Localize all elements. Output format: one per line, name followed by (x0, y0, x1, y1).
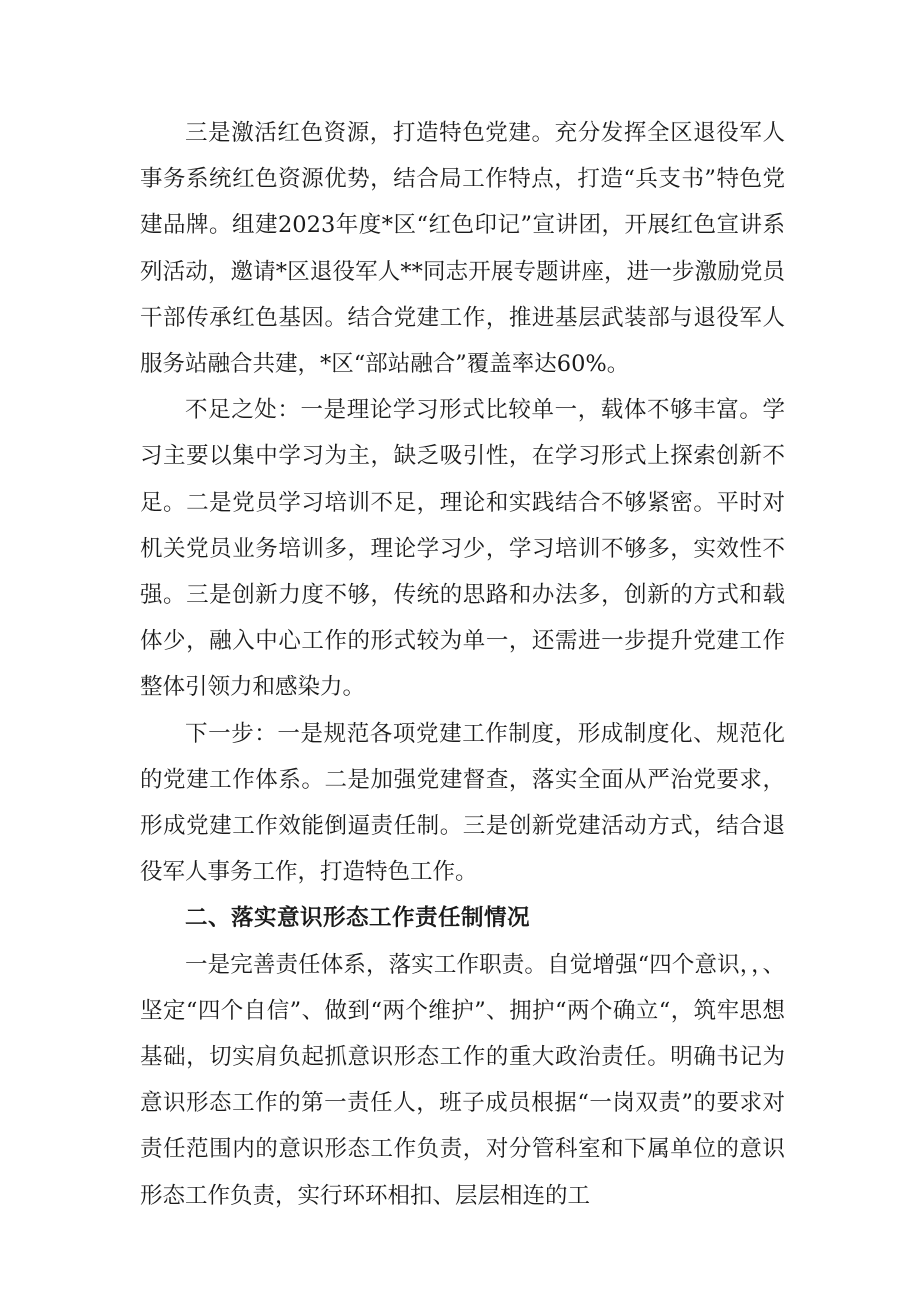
paragraph-shortcomings: 不足之处：一是理论学习形式比较单一，载体不够丰富。学习主要以集中学习为主，缺乏吸引性，在学习形式上探索创新不足。二是党员学习培训不足，理论和实践结合不够紧密。平时对机关党员业务培训多，理论学习少，学习培训不够多，实效性不强。三是创新力度不够，传统的思路和办法多，创新的方式和载体少，融入中心工作的形式较为单一，还需进一步提升党建工作整体引领力和感染力。 (140, 397, 785, 701)
paragraph-red-resources: 三是激活红色资源，打造特色党建。充分发挥全区退役军人事务系统红色资源优势，结合局工作特点，打造“兵支书”特色党建品牌。组建2023年度*区“红色印记”宣讲团，开展红色宣讲系列活动，邀请*区退役军人**同志开展专题讲座，进一步激励党员干部传承红色基因。结合党建工作，推进基层武装部与退役军人服务站融合共建，*区“部站融合”覆盖率达60%。 (140, 120, 785, 378)
paragraph-responsibility-system: 一是完善责任体系，落实工作职责。自觉增强“四个意识，，、坚定“四个自信”、做到“两个维护”、拥护“两个确立“，筑牢思想基础，切实肩负起抓意识形态工作的重大政治责任。明确书记为意识形态工作的第一责任人，班子成员根据“一岗双责”的要求对责任范围内的意识形态工作负责，对分管科室和下属单位的意识形态工作负责，实行环环相扣、层层相连的工 (140, 951, 785, 1209)
paragraph-next-steps: 下一步：一是规范各项党建工作制度，形成制度化、规范化的党建工作体系。二是加强党建督查，落实全面从严治党要求，形成党建工作效能倒逼责任制。三是创新党建活动方式，结合退役军人事务工作，打造特色工作。 (140, 720, 785, 886)
document-body (140, 110, 785, 1219)
section-heading-ideology-responsibility: 二、落实意识形态工作责任制情况 (185, 905, 531, 932)
